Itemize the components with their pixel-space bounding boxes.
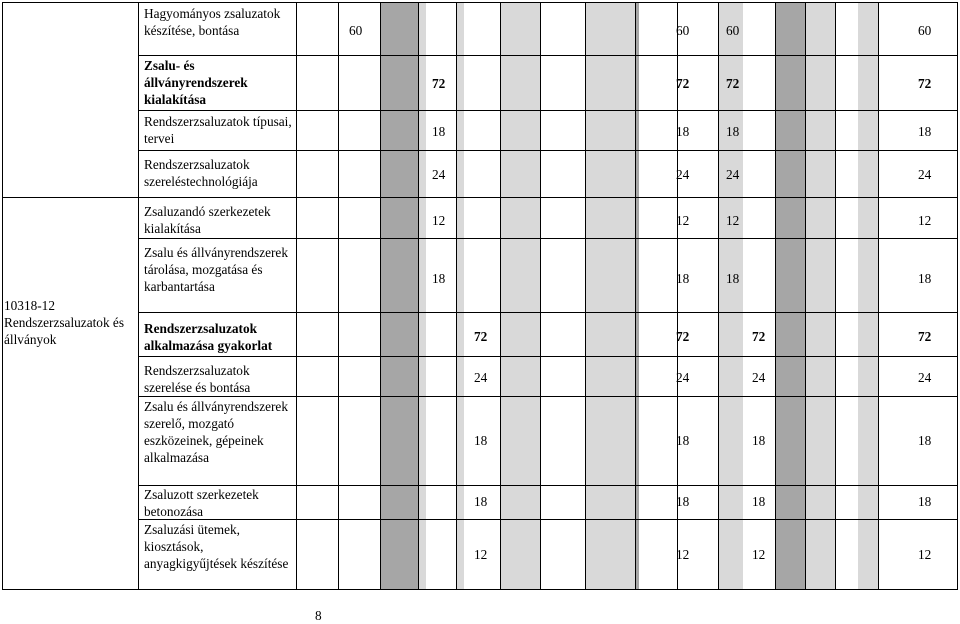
shaded-column xyxy=(500,3,540,589)
shaded-column xyxy=(585,3,635,589)
row-label: Rendszerzsaluzatok típusai, tervei xyxy=(144,114,292,146)
row-value: 18 xyxy=(676,271,690,286)
row-value: 18 xyxy=(432,124,446,139)
row-value: 24 xyxy=(676,167,690,182)
row-value: 12 xyxy=(474,547,488,562)
row-value: 18 xyxy=(752,433,766,448)
shaded-column xyxy=(805,3,835,589)
row-value: 72 xyxy=(676,76,690,91)
row-value: 18 xyxy=(432,271,446,286)
row-value: 12 xyxy=(676,547,690,562)
row-value: 72 xyxy=(676,329,690,344)
row-value: 24 xyxy=(918,370,932,385)
row-value: 12 xyxy=(918,547,932,562)
row-value: 18 xyxy=(726,124,740,139)
row-value: 18 xyxy=(676,124,690,139)
row-value: 72 xyxy=(918,329,932,344)
row-value: 24 xyxy=(726,167,740,182)
row-value: 18 xyxy=(918,494,932,509)
row-value: 18 xyxy=(918,124,932,139)
row-value: 24 xyxy=(918,167,932,182)
row-value: 12 xyxy=(676,213,690,228)
row-value: 18 xyxy=(918,271,932,286)
row-value: 18 xyxy=(726,271,740,286)
shaded-column xyxy=(775,3,805,589)
row-value: 18 xyxy=(474,433,488,448)
row-value: 18 xyxy=(474,494,488,509)
row-value: 18 xyxy=(676,433,690,448)
row-value: 12 xyxy=(726,213,740,228)
row-label: Zsalu és állványrendszerek tárolása, mozgatása és karbantartása xyxy=(144,245,288,294)
row-value: 24 xyxy=(432,167,446,182)
row-value: 12 xyxy=(432,213,446,228)
row-value: 24 xyxy=(752,370,766,385)
row-value: 60 xyxy=(918,23,932,38)
row-label: Rendszerzsaluzatok szerelése és bontása xyxy=(144,363,251,395)
page-number: 8 xyxy=(315,608,322,623)
row-value: 60 xyxy=(349,23,363,38)
row-value: 72 xyxy=(726,76,740,91)
row-value: 72 xyxy=(752,329,766,344)
row-label: Zsalu- és állványrendszerek kialakítása xyxy=(144,58,248,107)
shaded-column xyxy=(858,3,878,589)
row-label: Zsalu és állványrendszerek szerelő, mozgató eszközeinek, gépeinek alkalmazása xyxy=(144,399,288,465)
shaded-column xyxy=(380,3,418,589)
row-label: Zsaluzott szerkezetek betonozása xyxy=(144,487,259,519)
row-value: 24 xyxy=(474,370,488,385)
row-label: Hagyományos zsaluzatok készítése, bontása xyxy=(144,6,281,38)
row-value: 24 xyxy=(676,370,690,385)
shaded-column xyxy=(418,3,426,589)
row-label: Zsaluzandó szerkezetek kialakítása xyxy=(144,204,271,236)
row-value: 12 xyxy=(752,547,766,562)
row-value: 72 xyxy=(432,76,446,91)
row-value: 60 xyxy=(676,23,690,38)
row-value: 18 xyxy=(918,433,932,448)
row-value: 72 xyxy=(918,76,932,91)
module-label: 10318-12 Rendszerzsaluzatok és állványok xyxy=(4,298,124,347)
row-value: 18 xyxy=(676,494,690,509)
row-label: Zsaluzási ütemek, kiosztások, anyagkigyűjtések készítése xyxy=(144,522,289,571)
row-value: 60 xyxy=(726,23,740,38)
row-value: 72 xyxy=(474,329,488,344)
row-label: Rendszerzsaluzatok szereléstechnológiája xyxy=(144,157,258,189)
row-value: 12 xyxy=(918,213,932,228)
row-label: Rendszerzsaluzatok alkalmazása gyakorlat xyxy=(144,321,273,353)
shaded-column xyxy=(456,3,464,589)
row-value: 18 xyxy=(752,494,766,509)
